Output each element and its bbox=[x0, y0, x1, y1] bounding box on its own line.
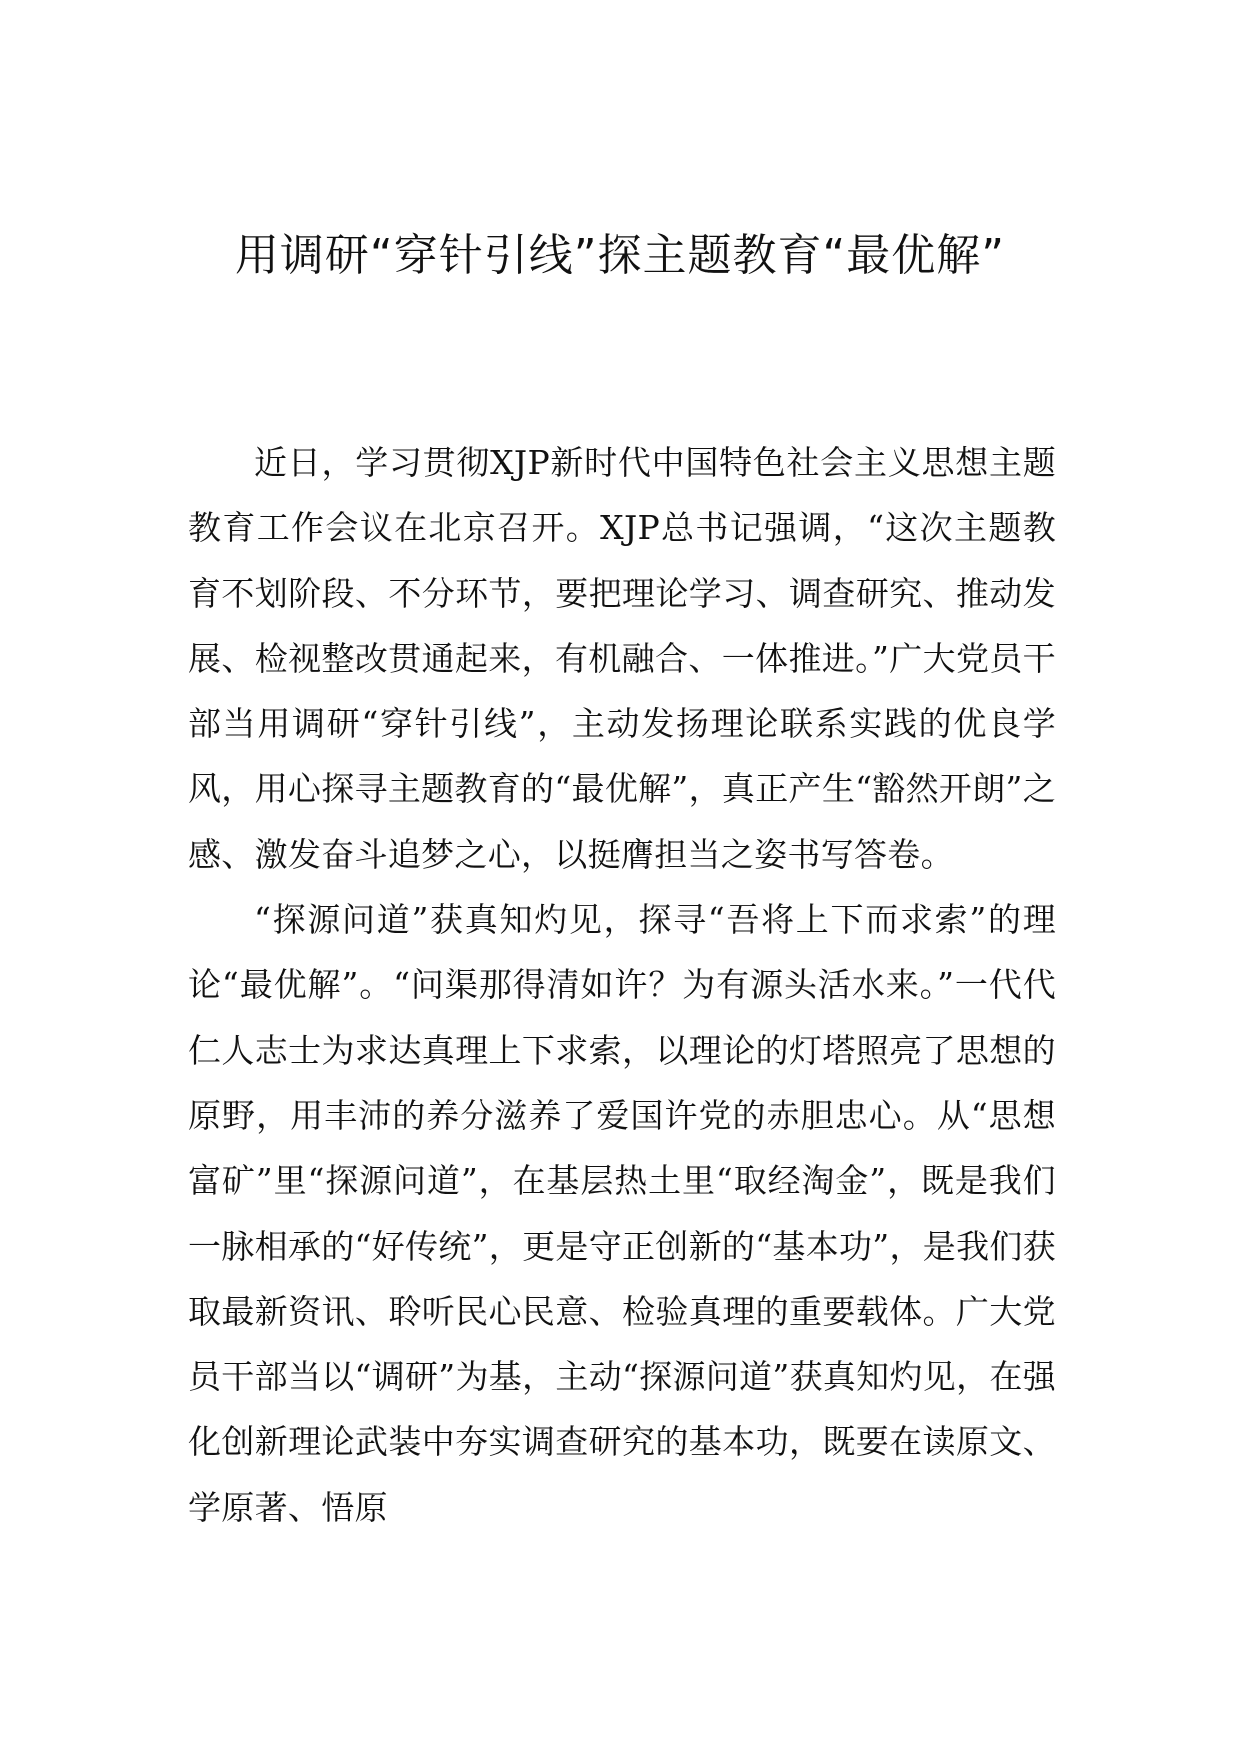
document-body bbox=[188, 430, 1056, 1540]
body-paragraph-1: 近日，学习贯彻XJP新时代中国特色社会主义思想主题教育工作会议在北京召开。XJP总书记强调，“这次主题教育不划阶段、不分环节，要把理论学习、调查研究、推动发展、检视整改贯通起来，有机融合、一体推进。”广大党员干部当用调研“穿针引线”，主动发扬理论联系实践的优良学风，用心探寻主题教育的“最优解”，真正产生“豁然开朗”之感、激发奋斗追梦之心，以挺膺担当之姿书写答卷。 bbox=[188, 443, 1056, 874]
body-paragraph-2: “探源问道”获真知灼见，探寻“吾将上下而求索”的理论“最优解”。“问渠那得清如许？为有源头活水来。”一代代仁人志士为求达真理上下求索，以理论的灯塔照亮了思想的原野，用丰沛的养分滋养了爱国许党的赤胆忠心。从“思想富矿”里“探源问道”，在基层热土里“取经淘金”，既是我们一脉相承的“好传统”，更是守正创新的“基本功”，是我们获取最新资讯、聆听民心民意、检验真理的重要载体。广大党员干部当以“调研”为基，主动“探源问道”获真知灼见，在强化创新理论武装中夯实调查研究的基本功，既要在读原文、学原著、悟原 bbox=[188, 900, 1056, 1527]
document-title: 用调研“穿针引线”探主题教育“最优解” bbox=[234, 230, 1006, 281]
